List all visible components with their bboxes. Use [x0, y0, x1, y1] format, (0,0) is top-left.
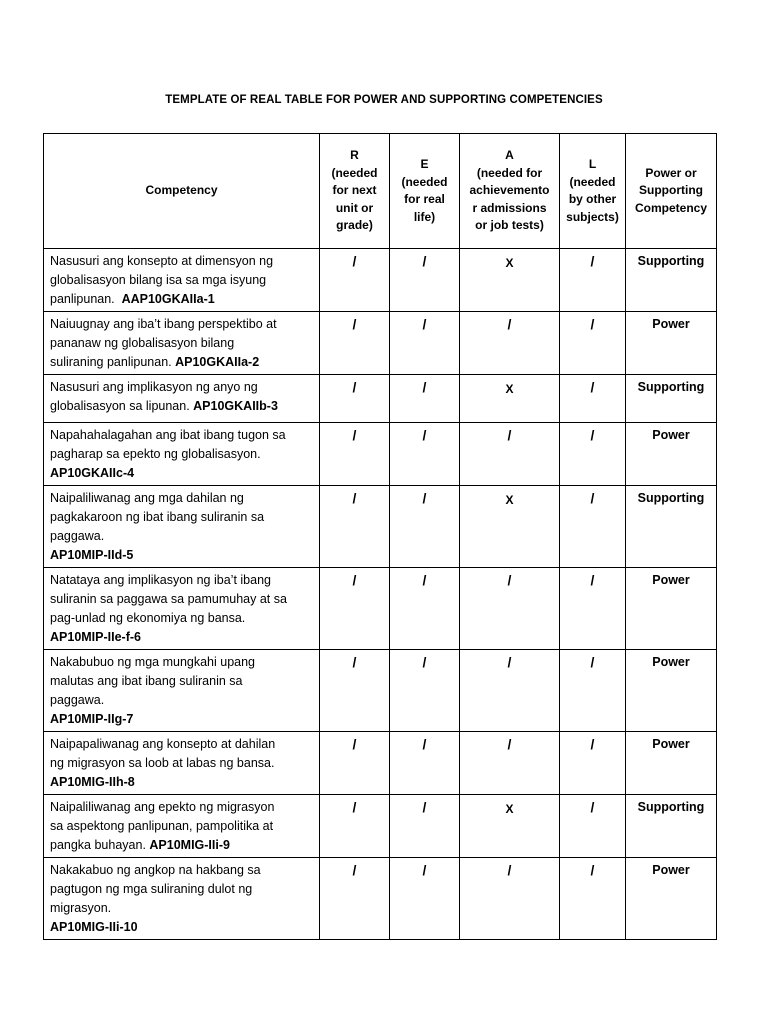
- header-e-line: (needed: [401, 174, 448, 189]
- table-row: [44, 650, 717, 732]
- header-l: [560, 134, 626, 249]
- competency-type-cell: Power: [626, 650, 717, 732]
- mark-a-cell: X: [460, 795, 560, 858]
- header-r-line: R: [350, 148, 359, 163]
- competency-type-cell: Power: [626, 858, 717, 940]
- mark-a-cell: /: [460, 650, 560, 732]
- mark-a-cell: /: [460, 423, 560, 486]
- mark-l-cell: /: [560, 312, 626, 375]
- table-row: [44, 486, 717, 568]
- competency-text: suliranin sa paggawa sa pamumuhay at sa: [50, 592, 287, 606]
- competency-code: AP10MIG-IIh-8: [50, 775, 135, 789]
- competency-code: AP10MIP-IIg-7: [50, 712, 134, 726]
- mark-a-cell: /: [460, 568, 560, 650]
- competency-cell: [44, 249, 320, 312]
- header-e-line: E: [420, 157, 429, 171]
- table-row: [44, 568, 717, 650]
- competency-cell: [44, 423, 320, 486]
- mark-r-cell: /: [320, 568, 390, 650]
- mark-l-cell: /: [560, 795, 626, 858]
- table-row: [44, 249, 717, 312]
- competency-text: Naiuugnay ang iba’t ibang perspektibo at: [50, 317, 277, 331]
- competency-type-cell: Power: [626, 423, 717, 486]
- mark-a-cell: X: [460, 249, 560, 312]
- mark-r-cell: /: [320, 312, 390, 375]
- mark-r-cell: /: [320, 486, 390, 568]
- mark-r-cell: /: [320, 423, 390, 486]
- mark-a-cell: /: [460, 732, 560, 795]
- competency-code: AP10GKAIIa-2: [175, 355, 260, 369]
- competency-text: suliraning panlipunan.: [50, 355, 176, 369]
- header-e: [390, 134, 460, 249]
- competency-cell: [44, 795, 320, 858]
- header-type-line: Supporting: [639, 183, 703, 198]
- competency-cell: [44, 312, 320, 375]
- mark-e-cell: /: [390, 249, 460, 312]
- mark-a-cell: X: [460, 375, 560, 423]
- competency-text: Natataya ang implikasyon ng iba’t ibang: [50, 573, 271, 587]
- table-row: [44, 375, 717, 423]
- header-r-line: unit or: [335, 200, 374, 215]
- competency-text: sa aspektong panlipunan, pampolitika at: [50, 819, 274, 833]
- header-r: [320, 134, 390, 249]
- header-l-line: L: [588, 157, 597, 171]
- header-competency: Competency: [44, 134, 320, 249]
- header-row: [44, 134, 717, 249]
- header-a-line: or job tests): [475, 218, 544, 233]
- mark-e-cell: /: [390, 486, 460, 568]
- competency-text: migrasyon.: [50, 901, 112, 915]
- competency-code: AP10MIP-IIe-f-6: [50, 630, 141, 644]
- competency-text: pagkakaroon ng ibat ibang suliranin sa: [50, 510, 265, 524]
- mark-r-cell: /: [320, 795, 390, 858]
- competency-type-cell: Supporting: [626, 486, 717, 568]
- header-r-line: for next: [332, 183, 377, 198]
- competency-cell: [44, 568, 320, 650]
- competency-text: Nasusuri ang implikasyon ng anyo ng: [50, 380, 258, 394]
- competency-text: Naipaliliwanag ang epekto ng migrasyon: [50, 800, 275, 814]
- mark-a-cell: /: [460, 312, 560, 375]
- competency-text: pagharap sa epekto ng globalisasyon.: [50, 447, 261, 461]
- header-type: [626, 134, 717, 249]
- mark-r-cell: /: [320, 375, 390, 423]
- competency-text: Naipapaliwanag ang konsepto at dahilan: [50, 737, 276, 751]
- competency-code: AP10GKAIIc-4: [50, 466, 135, 480]
- mark-l-cell: /: [560, 732, 626, 795]
- mark-e-cell: /: [390, 858, 460, 940]
- competency-text: Nakakabuo ng angkop na hakbang sa: [50, 863, 261, 877]
- competency-text: pangka buhayan.: [50, 838, 150, 852]
- mark-l-cell: /: [560, 423, 626, 486]
- competency-code: AP10MIG-IIi-10: [50, 920, 138, 934]
- competency-code: AAP10GKAIIa-1: [121, 292, 215, 306]
- table-row: [44, 795, 717, 858]
- competency-type-cell: Supporting: [626, 249, 717, 312]
- header-a-line: achievemento: [469, 183, 550, 198]
- mark-r-cell: /: [320, 650, 390, 732]
- mark-e-cell: /: [390, 795, 460, 858]
- table-row: [44, 858, 717, 940]
- competency-text: Nakabubuo ng mga mungkahi upang: [50, 655, 256, 669]
- mark-a-cell: X: [460, 486, 560, 568]
- header-a-line: (needed for: [476, 165, 543, 180]
- table-body: [44, 249, 717, 940]
- mark-r-cell: /: [320, 732, 390, 795]
- header-type-line: Competency: [634, 200, 708, 215]
- competency-cell: [44, 650, 320, 732]
- mark-l-cell: /: [560, 375, 626, 423]
- competency-text: pag-unlad ng ekonomiya ng bansa.: [50, 611, 246, 625]
- table-row: [44, 312, 717, 375]
- header-r-line: grade): [336, 218, 373, 233]
- competency-text: Nasusuri ang konsepto at dimensyon ng: [50, 254, 274, 268]
- mark-e-cell: /: [390, 732, 460, 795]
- header-l-line: (needed: [569, 174, 616, 189]
- competency-text: ng migrasyon sa loob at labas ng bansa.: [50, 756, 275, 770]
- competency-text: malutas ang ibat ibang suliranin sa: [50, 674, 243, 688]
- mark-e-cell: /: [390, 375, 460, 423]
- mark-e-cell: /: [390, 312, 460, 375]
- competency-code: AP10MIP-IId-5: [50, 548, 134, 562]
- competency-text: globalisasyon bilang isa sa mga isyung: [50, 273, 267, 287]
- header-l-line: by other: [568, 192, 617, 206]
- competency-type-cell: Power: [626, 568, 717, 650]
- competency-type-cell: Supporting: [626, 795, 717, 858]
- mark-l-cell: /: [560, 650, 626, 732]
- mark-l-cell: /: [560, 568, 626, 650]
- mark-e-cell: /: [390, 423, 460, 486]
- page-title: TEMPLATE OF REAL TABLE FOR POWER AND SUPPORTING COMPETENCIES: [165, 94, 603, 106]
- competency-text: Napahahalagahan ang ibat ibang tugon sa: [50, 428, 286, 442]
- table-row: [44, 732, 717, 795]
- header-e-line: life): [413, 209, 436, 224]
- mark-r-cell: /: [320, 249, 390, 312]
- competency-type-cell: Supporting: [626, 375, 717, 423]
- real-table: [43, 133, 717, 940]
- competency-text: paggawa.: [50, 693, 105, 707]
- competency-cell: [44, 858, 320, 940]
- mark-e-cell: /: [390, 650, 460, 732]
- mark-l-cell: /: [560, 486, 626, 568]
- competency-cell: [44, 375, 320, 423]
- header-r-line: (needed: [331, 165, 378, 180]
- competency-text: paggawa.: [50, 529, 105, 543]
- competency-text: Naipaliliwanag ang mga dahilan ng: [50, 491, 244, 505]
- competency-cell: [44, 732, 320, 795]
- competency-code: AP10MIG-IIi-9: [149, 838, 230, 852]
- header-a-line: A: [505, 148, 514, 163]
- competency-cell: [44, 486, 320, 568]
- table-row: [44, 423, 717, 486]
- mark-e-cell: /: [390, 568, 460, 650]
- competency-text: pagtugon ng mga suliraning dulot ng: [50, 882, 253, 896]
- mark-a-cell: /: [460, 858, 560, 940]
- competency-type-cell: Power: [626, 732, 717, 795]
- header-a: [460, 134, 560, 249]
- competency-text: panlipunan.: [50, 292, 122, 306]
- header-l-line: subjects): [566, 209, 619, 224]
- header-type-line: Power or: [645, 165, 697, 180]
- competency-type-cell: Power: [626, 312, 717, 375]
- header-a-line: r admissions: [472, 200, 547, 215]
- mark-l-cell: /: [560, 858, 626, 940]
- competency-code: AP10GKAIIb-3: [193, 399, 278, 413]
- competency-text: pananaw ng globalisasyon bilang: [50, 336, 235, 350]
- header-e-line: for real: [404, 192, 445, 206]
- mark-l-cell: /: [560, 249, 626, 312]
- mark-r-cell: /: [320, 858, 390, 940]
- competency-text: globalisasyon sa lipunan.: [50, 399, 194, 413]
